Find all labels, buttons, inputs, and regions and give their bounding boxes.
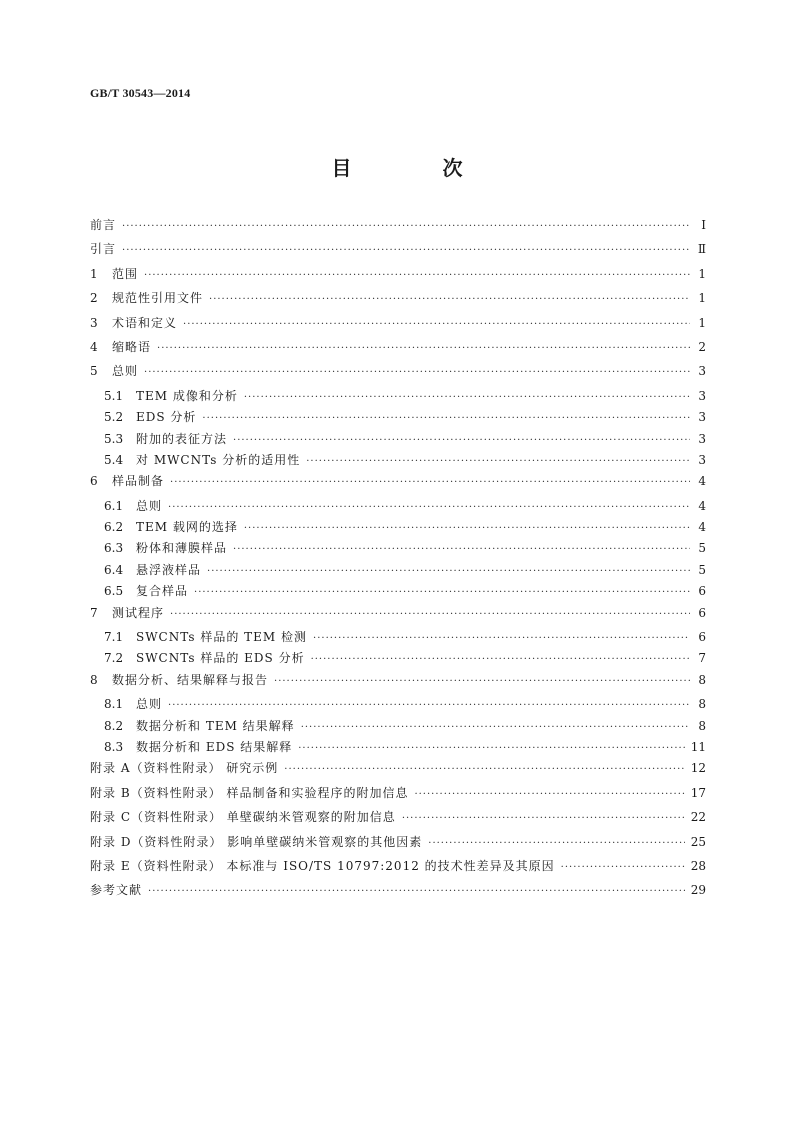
dot-leader (233, 435, 690, 446)
toc-entry-number: 6.1 (104, 498, 124, 513)
toc-entry-label: 附录 E（资料性附录） 本标准与 ISO/TS 10797:2012 的技术性差异及其原因 (90, 858, 555, 873)
toc-entry-page: 8 (698, 697, 706, 712)
dot-leader (274, 676, 690, 687)
toc-entry-page: Ⅱ (697, 242, 706, 257)
toc-entry[interactable] (90, 833, 706, 857)
dot-leader (301, 722, 690, 733)
dot-leader (233, 544, 690, 555)
toc-entry-page: 3 (698, 364, 706, 379)
dot-leader (313, 633, 690, 644)
toc-entry-page: 28 (690, 858, 706, 873)
toc-entry-number: 6.2 (104, 520, 124, 535)
dot-leader (168, 700, 690, 711)
dot-leader (194, 587, 690, 598)
toc-entry-label: 附加的表征方法 (136, 431, 228, 446)
toc-entry-page: 6 (698, 630, 706, 645)
toc-entry[interactable] (90, 518, 706, 539)
toc-entry-label: 规范性引用文件 (112, 291, 204, 306)
dot-leader (284, 764, 684, 775)
toc-entry-label: 悬浮液样品 (136, 562, 202, 577)
standard-code: GB/T 30543—2014 (90, 86, 191, 100)
dot-leader (306, 456, 690, 467)
table-of-contents (90, 216, 706, 906)
toc-entry-label: 附录 D（资料性附录） 影响单壁碳纳米管观察的其他因素 (90, 834, 423, 849)
dot-leader (168, 502, 690, 513)
toc-entry-page: 6 (698, 605, 706, 620)
toc-entry[interactable] (90, 430, 706, 451)
toc-entry-number: 8.2 (104, 718, 124, 733)
dot-leader (122, 221, 690, 232)
toc-entry-page: 4 (698, 498, 706, 513)
toc-entry-number: 7.2 (104, 651, 124, 666)
toc-entry-label: 复合样品 (136, 584, 189, 599)
dot-leader (311, 654, 690, 665)
toc-entry-page: 3 (698, 388, 706, 403)
toc-entry-page: 3 (698, 431, 706, 446)
dot-leader (144, 270, 690, 281)
toc-entry-page: 1 (698, 291, 706, 306)
toc-entry[interactable] (90, 362, 706, 386)
toc-entry[interactable] (90, 759, 706, 783)
toc-entry-number: 8 (90, 672, 98, 687)
toc-entry[interactable] (90, 628, 706, 649)
toc-entry-number: 8.3 (104, 739, 124, 754)
toc-entry-page: 5 (698, 562, 706, 577)
toc-entry-number: 2 (90, 291, 98, 306)
dot-leader (144, 367, 690, 378)
toc-entry[interactable] (90, 717, 706, 738)
toc-entry-page: 12 (690, 761, 706, 776)
toc-entry-label: 粉体和薄膜样品 (136, 541, 228, 556)
toc-entry[interactable] (90, 695, 706, 716)
toc-entry-number: 5.3 (104, 431, 124, 446)
toc-entry[interactable] (90, 240, 706, 264)
toc-entry[interactable] (90, 497, 706, 518)
toc-entry[interactable] (90, 451, 706, 472)
toc-entry-label: 参考文献 (90, 883, 143, 898)
toc-entry[interactable] (90, 387, 706, 408)
toc-entry-number: 1 (90, 266, 98, 281)
toc-entry-label: 样品制备 (112, 474, 165, 489)
toc-entry-page: 1 (698, 266, 706, 281)
toc-entry-page: 17 (690, 785, 706, 800)
toc-entry-number: 6.4 (104, 562, 124, 577)
toc-entry-page: 3 (698, 410, 706, 425)
dot-leader (298, 743, 684, 754)
toc-entry[interactable] (90, 738, 706, 759)
dot-leader (428, 838, 684, 849)
dot-leader (244, 523, 690, 534)
toc-entry-label: 附录 C（资料性附录） 单壁碳纳米管观察的附加信息 (90, 810, 396, 825)
toc-entry-page: 11 (690, 739, 706, 754)
toc-entry-label: 总则 (136, 498, 163, 513)
toc-entry-number: 4 (90, 339, 98, 354)
toc-entry-label: 引言 (90, 242, 117, 257)
toc-entry-number: 3 (90, 315, 98, 330)
toc-entry-label: 测试程序 (112, 605, 165, 620)
toc-entry[interactable] (90, 408, 706, 429)
toc-entry[interactable] (90, 216, 706, 240)
toc-entry-page: 2 (698, 339, 706, 354)
toc-entry-number: 5.1 (104, 388, 124, 403)
dot-leader (170, 609, 690, 620)
toc-entry-label: 范围 (112, 266, 139, 281)
dot-leader (183, 319, 690, 330)
toc-entry-page: 4 (698, 474, 706, 489)
toc-entry-page: 3 (698, 452, 706, 467)
toc-entry-page: 6 (698, 584, 706, 599)
toc-entry-label: 数据分析、结果解释与报告 (112, 672, 269, 687)
dot-leader (244, 392, 690, 403)
toc-entry[interactable] (90, 338, 706, 362)
toc-entry-number: 5.4 (104, 452, 124, 467)
toc-entry-number: 6.5 (104, 584, 124, 599)
dot-leader (148, 886, 685, 897)
dot-leader (209, 294, 690, 305)
toc-entry[interactable] (90, 649, 706, 670)
toc-entry-page: 29 (690, 883, 706, 898)
toc-entry-label: 数据分析和 EDS 结果解释 (136, 739, 293, 754)
toc-entry-label: TEM 成像和分析 (136, 388, 238, 403)
toc-entry-page: 8 (698, 718, 706, 733)
toc-entry[interactable] (90, 289, 706, 313)
toc-entry[interactable] (90, 671, 706, 695)
toc-entry-label: EDS 分析 (136, 410, 197, 425)
toc-entry[interactable] (90, 784, 706, 808)
toc-entry-number: 6.3 (104, 541, 124, 556)
toc-entry[interactable] (90, 604, 706, 628)
toc-entry[interactable] (90, 582, 706, 603)
toc-entry-label: TEM 载网的选择 (136, 520, 238, 535)
toc-entry-page: 25 (690, 834, 706, 849)
toc-entry[interactable] (90, 539, 706, 560)
toc-entry-label: 术语和定义 (112, 315, 178, 330)
toc-entry-label: 缩略语 (112, 339, 152, 354)
toc-entry-label: 前言 (90, 218, 117, 232)
dot-leader (122, 245, 690, 256)
toc-entry-page: 5 (698, 541, 706, 556)
toc-entry[interactable] (90, 314, 706, 338)
toc-entry-number: 7 (90, 605, 98, 620)
toc-entry-number: 5 (90, 364, 98, 379)
page-title: 目 次 (331, 156, 505, 180)
toc-entry-label: 总则 (136, 697, 163, 712)
toc-entry-label: SWCNTs 样品的 EDS 分析 (136, 651, 305, 666)
toc-entry[interactable] (90, 881, 706, 905)
toc-entry-page: 8 (698, 672, 706, 687)
toc-entry[interactable] (90, 265, 706, 289)
toc-entry-page: Ⅰ (701, 218, 706, 232)
toc-entry-label: 总则 (112, 364, 139, 379)
toc-entry-page: 1 (698, 315, 706, 330)
dot-leader (414, 789, 684, 800)
toc-entry-label: 附录 B（资料性附录） 样品制备和实验程序的附加信息 (90, 785, 409, 800)
dot-leader (207, 566, 690, 577)
dot-leader (157, 343, 690, 354)
toc-entry-number: 7.1 (104, 630, 124, 645)
toc-entry-page: 4 (698, 520, 706, 535)
toc-entry-number: 5.2 (104, 410, 124, 425)
toc-entry[interactable] (90, 857, 706, 881)
toc-entry-label: 对 MWCNTs 分析的适用性 (136, 452, 301, 467)
toc-entry-label: SWCNTs 样品的 TEM 检测 (136, 630, 308, 645)
toc-entry-number: 8.1 (104, 697, 124, 712)
toc-entry-label: 附录 A（资料性附录） 研究示例 (90, 761, 279, 776)
toc-entry-label: 数据分析和 TEM 结果解释 (136, 718, 295, 733)
dot-leader (402, 813, 685, 824)
toc-entry-number: 6 (90, 474, 98, 489)
dot-leader (561, 862, 685, 873)
dot-leader (202, 413, 690, 424)
toc-entry[interactable] (90, 472, 706, 496)
toc-entry[interactable] (90, 561, 706, 582)
toc-entry[interactable] (90, 808, 706, 832)
dot-leader (170, 477, 690, 488)
toc-entry-page: 22 (690, 810, 706, 825)
toc-entry-page: 7 (698, 651, 706, 666)
